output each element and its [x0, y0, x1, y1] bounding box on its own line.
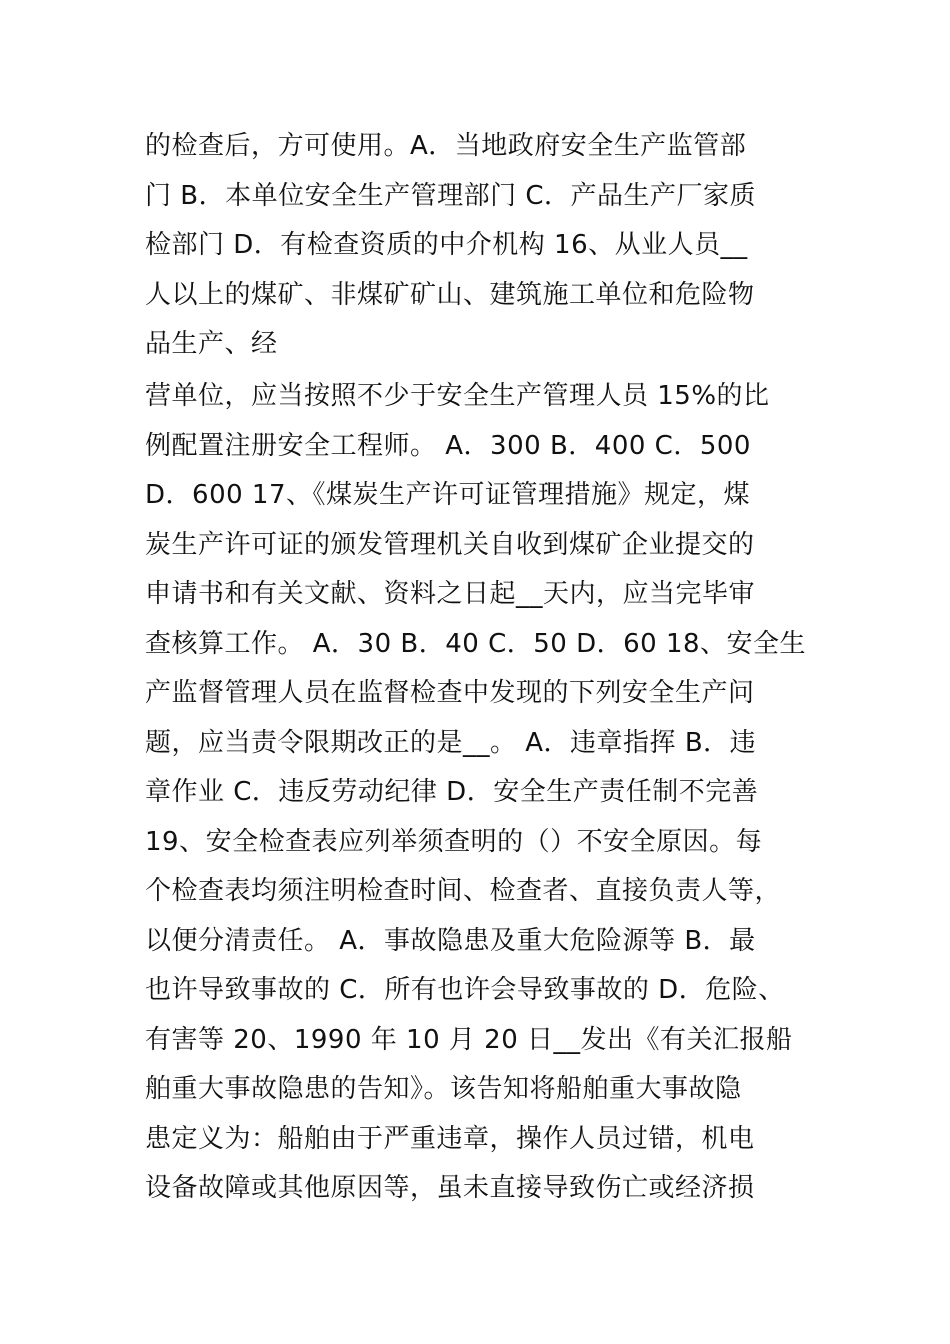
text-line: 门 B．本单位安全生产管理部门 C．产品生产厂家质 — [145, 180, 757, 211]
text-line: 营单位，应当按照不少于安全生产管理人员 15%的比 — [145, 381, 770, 411]
paragraph-1 — [145, 122, 810, 370]
text-line: 申请书和有关文献、资料之日起__天内，应当完毕审 — [145, 579, 756, 609]
text-line: 人以上的煤矿、非煤矿矿山、建筑施工单位和危险物 — [145, 279, 755, 310]
text-line: 品生产、经 — [145, 329, 278, 359]
text-line: 章作业 C．违反劳动纪律 D．安全生产责任制不完善 — [145, 777, 759, 807]
text-line: 检部门 D．有检查资质的中介机构 16、从业人员__ — [145, 230, 748, 260]
text-line: 患定义为：船舶由于严重违章，操作人员过错，机电 — [145, 1123, 755, 1154]
text-line: 题，应当责令限期改正的是__。 A．违章指挥 B．违 — [145, 727, 757, 758]
text-line: 产监督管理人员在监督检查中发现的下列安全生产问 — [145, 678, 755, 708]
text-line: 设备故障或其他原因等，虽未直接导致伤亡或经济损 — [145, 1173, 755, 1203]
text-line: 19、安全检查表应列举须查明的（）不安全原因。每 — [145, 826, 763, 857]
text-line: 例配置注册安全工程师。 A．300 B．400 C．500 — [145, 430, 751, 461]
text-line: 炭生产许可证的颁发管理机关自收到煤矿企业提交的 — [145, 529, 755, 560]
text-line: 舶重大事故隐患的告知》。该告知将船舶重大事故隐 — [145, 1074, 742, 1104]
text-line: 以便分清责任。 A．事故隐患及重大危险源等 B．最 — [145, 925, 756, 956]
text-line: 查核算工作。 A．30 B．40 C．50 D．60 18、安全生 — [145, 628, 807, 659]
paragraph-2 — [145, 372, 810, 1214]
text-line: 的检查后，方可使用。A．当地政府安全生产监管部 — [145, 131, 747, 161]
text-line: D．600 17、《煤炭生产许可证管理措施》规定，煤 — [145, 480, 750, 510]
text-line: 也许导致事故的 C．所有也许会导致事故的 D．危险、 — [145, 975, 785, 1005]
text-line: 个检查表均须注明检查时间、检查者、直接负责人等， — [145, 876, 782, 906]
text-line: 有害等 20、1990 年 10 月 20 日__发出《有关汇报船 — [145, 1024, 793, 1055]
